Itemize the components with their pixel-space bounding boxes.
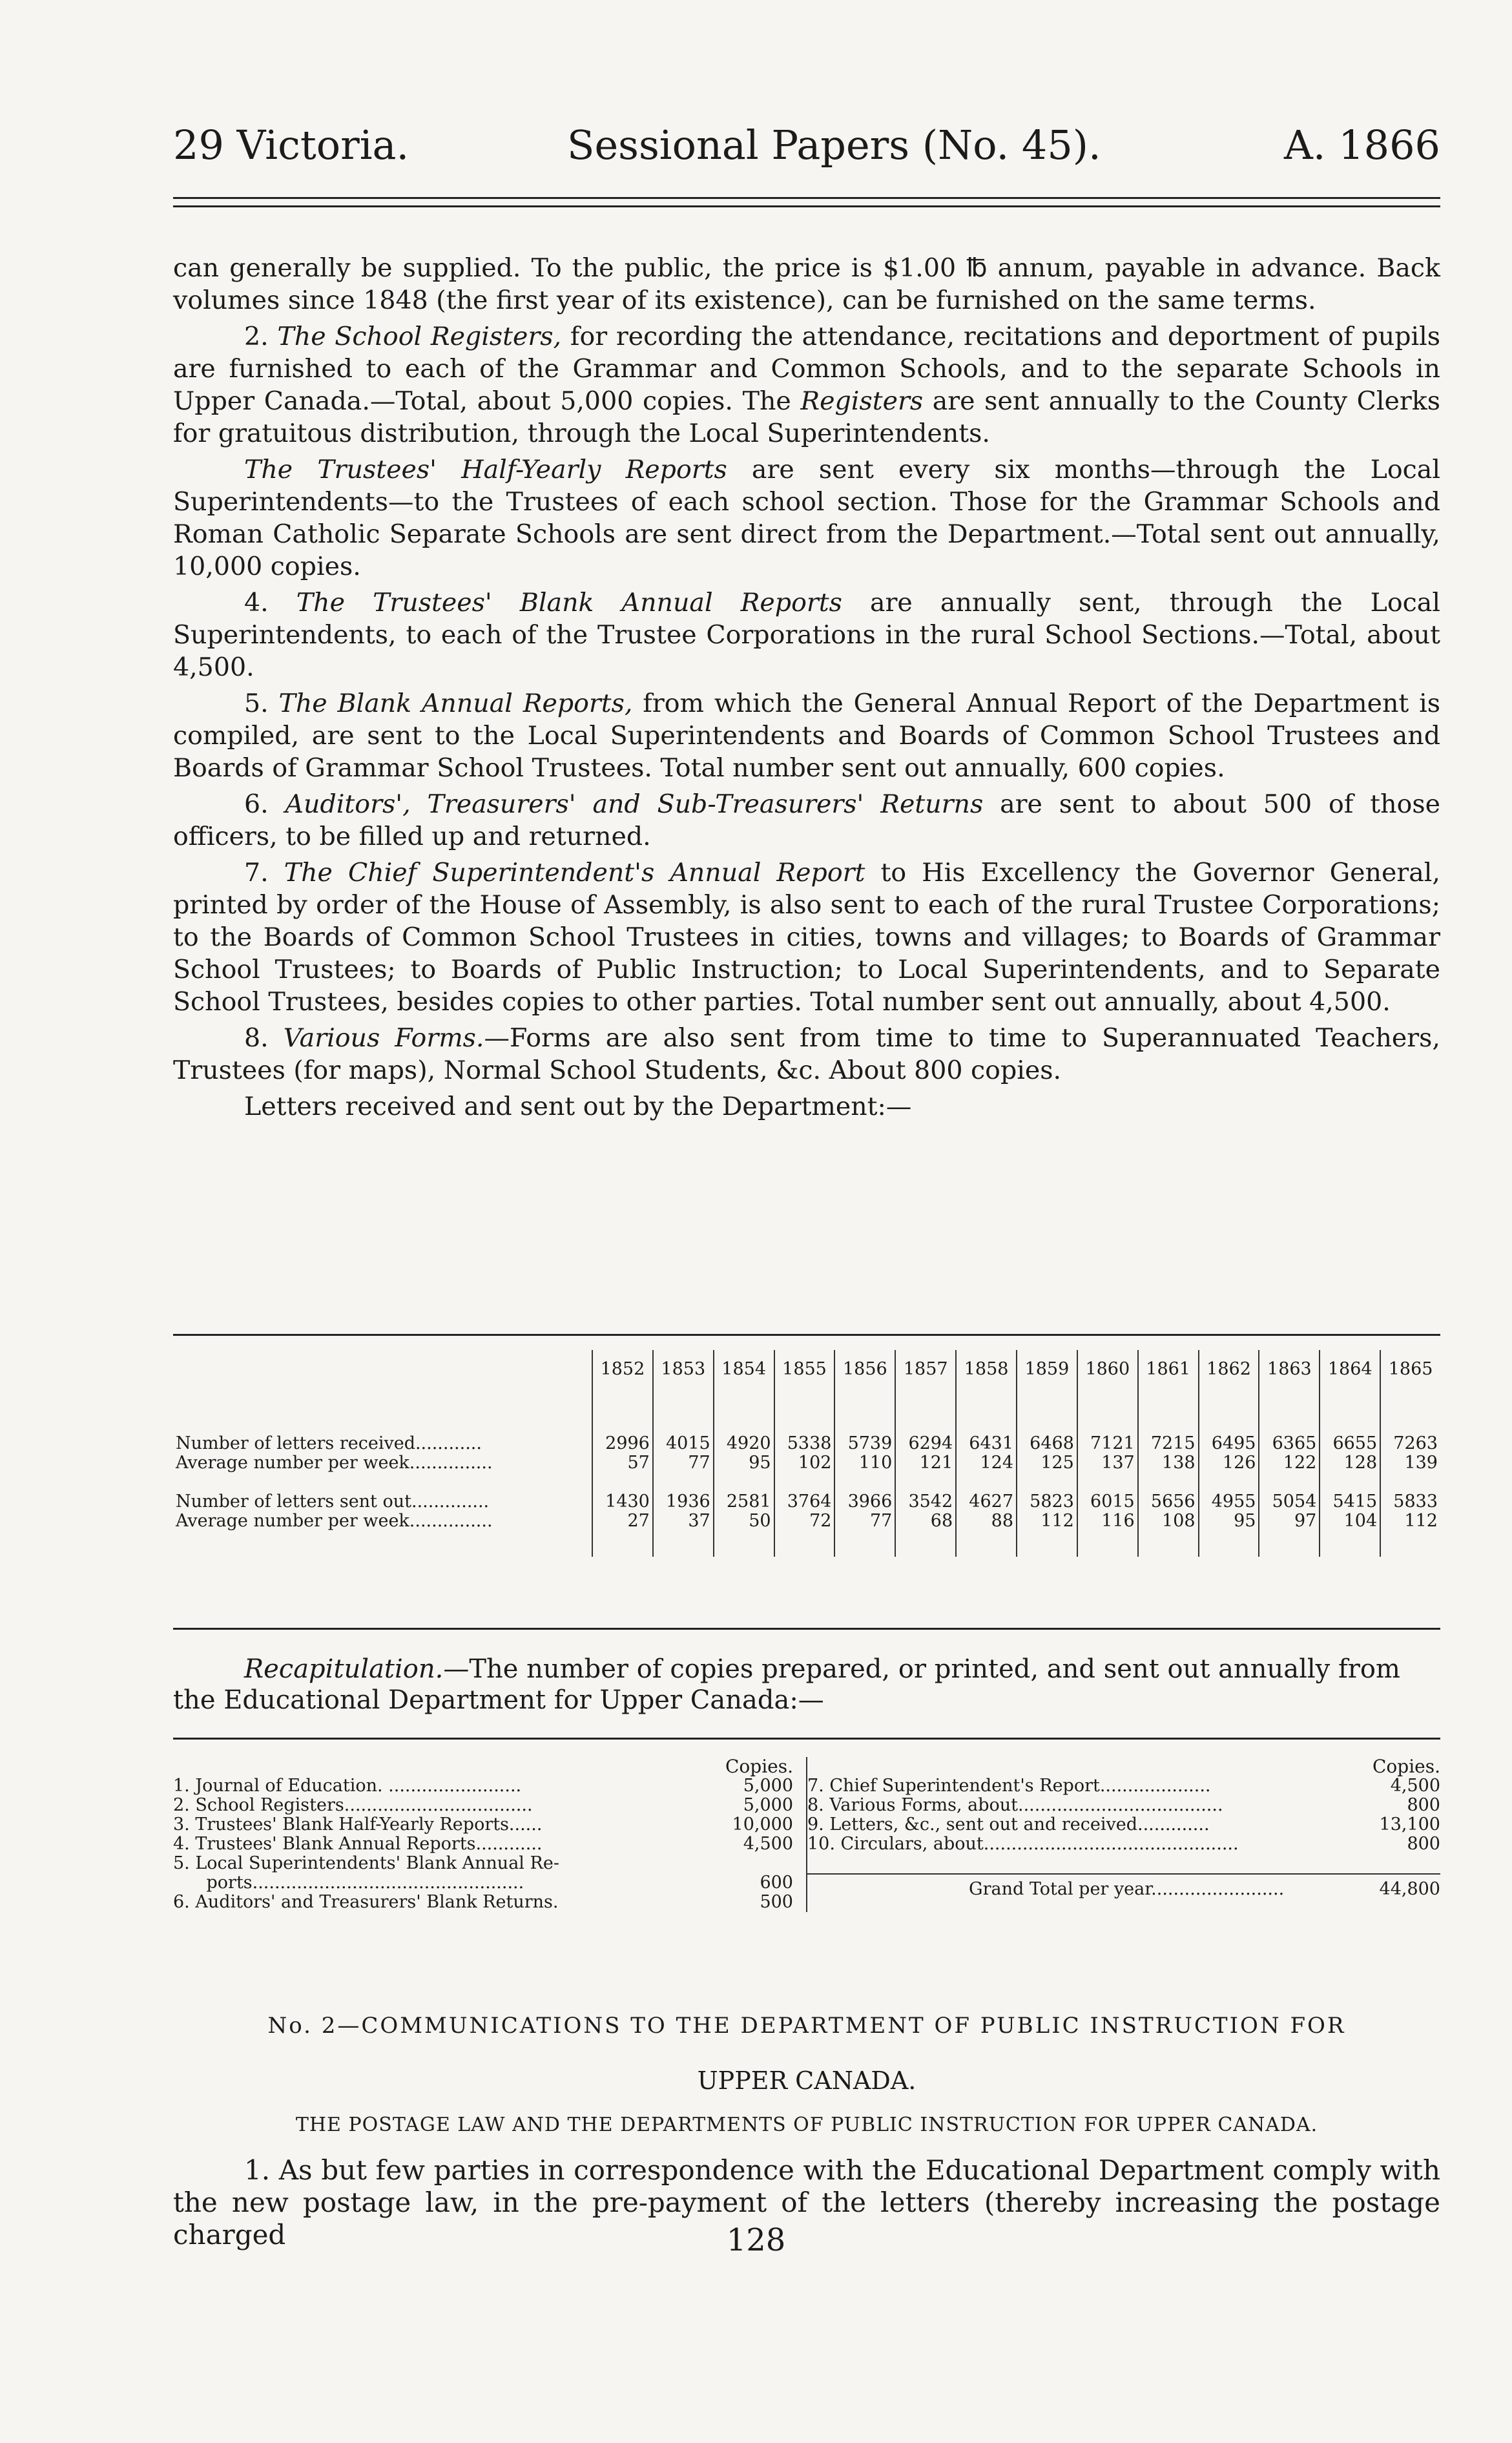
section-title-line2: UPPER CANADA. xyxy=(697,2066,917,2095)
item-value: 5,000 xyxy=(743,1776,793,1796)
table-row xyxy=(173,1453,1440,1473)
item-label: 9. Letters, &c., sent out and received............. xyxy=(807,1814,1210,1835)
table-cell: 37 xyxy=(653,1512,714,1531)
paragraph: 7. The Chief Superintendent's Annual Report to His Excellency the Governor General, printed by order of the House of Assembly, is also sent to each of the rural Trustee Corporations; to the Boards of Common School Trustees in cities, towns and villages; to Boards of Grammar School Trustees; to Boards of Public Instruction; to Local Superintendents, and to Separate School Trustees, besides copies to other parties. Total number sent out annually, about 4,500. xyxy=(173,858,1440,1017)
table-cell: 126 xyxy=(1199,1453,1259,1473)
table-cell: 121 xyxy=(895,1453,956,1473)
year-header: 1865 xyxy=(1380,1350,1440,1389)
item-label: 10. Circulars, about.............................................. xyxy=(807,1834,1239,1854)
table-cell: 5823 xyxy=(1017,1492,1077,1512)
list-item xyxy=(807,1796,1440,1815)
table-cell: 1430 xyxy=(592,1492,653,1512)
year-header: 1853 xyxy=(653,1350,714,1389)
year-header: 1852 xyxy=(592,1350,653,1389)
table-cell: 2996 xyxy=(592,1434,653,1453)
table-cell: 6294 xyxy=(895,1434,956,1453)
row-label: Number of letters sent out.............. xyxy=(176,1492,490,1512)
row-label: Number of letters received............ xyxy=(176,1433,482,1453)
section-title: No. 2—COMMUNICATIONS TO THE DEPARTMENT OF PUBLIC INSTRUCTION FOR xyxy=(267,2013,1346,2039)
row-label: Average number per week............... xyxy=(176,1511,493,1531)
table-cell: 108 xyxy=(1138,1512,1199,1531)
paragraph: 2. The School Registers, for recording the attendance, recitations and deportment of pupils are furnished to each of the Grammar and Common Schools, and to the separate Schools in Upper Canada.—Total, about 5,000 copies. The Registers are sent annually to the County Clerks for gratuitous distribution, through the Local Superintendents. xyxy=(173,322,1441,448)
item-value: 600 xyxy=(760,1873,793,1893)
table-cell: 104 xyxy=(1320,1512,1380,1531)
table-cell: 6655 xyxy=(1320,1434,1380,1453)
item-label: 7. Chief Superintendent's Report.................... xyxy=(807,1776,1211,1796)
table-cell: 57 xyxy=(592,1453,653,1473)
item-value: 4,500 xyxy=(1390,1776,1440,1796)
table-cell: 3542 xyxy=(895,1492,956,1512)
year-header: 1864 xyxy=(1320,1350,1380,1389)
table-cell: 3764 xyxy=(774,1492,835,1512)
table-cell: 6468 xyxy=(1017,1434,1077,1453)
table-cell: 97 xyxy=(1259,1512,1320,1531)
table-cell: 6365 xyxy=(1259,1434,1320,1453)
paragraph: 1. As but few parties in correspondence with the Educational Department comply with the new postage law, in the pre-payment of the letters (thereby increasing the postage charged xyxy=(173,2154,1440,2251)
running-header xyxy=(173,116,1440,174)
copies-header: Copies. xyxy=(725,1756,793,1777)
paragraph: 4. The Trustees' Blank Annual Reports are annually sent, through the Local Superintendents, to each of the Trustee Corporations in the rural School Sections.—Total, about 4,500. xyxy=(173,588,1440,682)
list-item xyxy=(807,1815,1440,1835)
item-label: 3. Trustees' Blank Half-Yearly Reports...... xyxy=(173,1814,543,1835)
row-label: Average number per week............... xyxy=(176,1453,493,1473)
item-value: 5,000 xyxy=(743,1795,793,1815)
table-cell: 2581 xyxy=(714,1492,774,1512)
year-header: 1860 xyxy=(1077,1350,1138,1389)
table-rule-bottom xyxy=(173,1628,1440,1630)
paragraph: 8. Various Forms.—Forms are also sent from time to time to Superannuated Teachers, Trustees (for maps), Normal School Students, &c. About 800 copies. xyxy=(173,1023,1440,1085)
table-cell: 116 xyxy=(1077,1512,1138,1531)
table-cell: 5739 xyxy=(834,1434,895,1453)
item-label: ports................................................. xyxy=(173,1873,524,1893)
item-label: 6. Auditors' and Treasurers' Blank Returns. xyxy=(173,1892,559,1912)
header-rule xyxy=(173,197,1440,199)
table-cell: 4955 xyxy=(1199,1492,1259,1512)
list-item xyxy=(807,1776,1440,1796)
year-header: 1858 xyxy=(956,1350,1017,1389)
table-cell: 27 xyxy=(592,1512,653,1531)
item-label: 4. Trustees' Blank Annual Reports............ xyxy=(173,1834,543,1854)
table-cell: 77 xyxy=(653,1453,714,1473)
table-cell: 102 xyxy=(774,1453,835,1473)
table-cell: 112 xyxy=(1017,1512,1077,1531)
table-cell: 6015 xyxy=(1077,1492,1138,1512)
year-header: 1856 xyxy=(834,1350,895,1389)
table-cell: 124 xyxy=(956,1453,1017,1473)
table-cell: 138 xyxy=(1138,1453,1199,1473)
body-text xyxy=(173,252,1440,1127)
item-label: 1. Journal of Education. ........................ xyxy=(173,1776,522,1796)
list-item xyxy=(173,1854,793,1873)
list-item xyxy=(173,1873,793,1893)
table-cell: 5415 xyxy=(1320,1492,1380,1512)
grand-total-row: Grand Total per year........................ 44,800 xyxy=(807,1873,1440,1899)
table-cell: 77 xyxy=(834,1512,895,1531)
year-header: 1854 xyxy=(714,1350,774,1389)
paragraph: The Trustees' Half-Yearly Reports are sent every six months—through the Local Superintendents—to the Trustees of each school section. Those for the Grammar Schools and Roman Catholic Separate Schools are sent direct from the Department.—Total sent out annually, 10,000 copies. xyxy=(173,455,1440,581)
year-header: 1861 xyxy=(1138,1350,1199,1389)
item-label: 2. School Registers.................................. xyxy=(173,1795,533,1815)
table-row xyxy=(173,1492,1440,1512)
header-session: 29 Victoria. xyxy=(173,121,409,169)
paragraph: 6. Auditors', Treasurers' and Sub-Treasurers' Returns are sent to about 500 of those officers, to be filled up and returned. xyxy=(173,789,1440,851)
table-cell: 88 xyxy=(956,1512,1017,1531)
table-header-row xyxy=(173,1350,1440,1389)
table-cell: 5054 xyxy=(1259,1492,1320,1512)
year-header: 1863 xyxy=(1259,1350,1320,1389)
item-value: 800 xyxy=(1407,1795,1440,1815)
recap-rule xyxy=(173,1738,1440,1740)
paragraph: 5. The Blank Annual Reports, from which the General Annual Report of the Department is compiled, are sent to the Local Superintendents and Boards of Common School Trustees and Boards of Grammar School Trustees. Total number sent out annually, 600 copies. xyxy=(173,689,1440,783)
table-cell: 122 xyxy=(1259,1453,1320,1473)
table-cell: 6495 xyxy=(1199,1434,1259,1453)
letters-table xyxy=(173,1350,1440,1557)
item-label: 5. Local Superintendents' Blank Annual Re- xyxy=(173,1853,559,1873)
table-cell: 7215 xyxy=(1138,1434,1199,1453)
paragraph: can generally be supplied. To the public, the price is $1.00 ℔ annum, payable in advance. Back volumes since 1848 (the first year of its existence), can be furnished on the same terms. xyxy=(173,253,1440,315)
list-item xyxy=(173,1815,793,1835)
table-cell: 72 xyxy=(774,1512,835,1531)
list-item xyxy=(173,1835,793,1854)
table-cell: 1936 xyxy=(653,1492,714,1512)
year-header: 1859 xyxy=(1017,1350,1077,1389)
header-title: Sessional Papers (No. 45). xyxy=(567,121,1101,169)
table-cell: 95 xyxy=(714,1453,774,1473)
page-number: 128 xyxy=(726,2222,786,2258)
section-subtitle: THE POSTAGE LAW AND THE DEPARTMENTS OF PUBLIC INSTRUCTION FOR UPPER CANADA. xyxy=(295,2114,1318,2136)
table-cell: 112 xyxy=(1380,1512,1440,1531)
list-item xyxy=(173,1776,793,1796)
list-item xyxy=(173,1893,793,1912)
table-cell: 5338 xyxy=(774,1434,835,1453)
table-cell: 50 xyxy=(714,1512,774,1531)
table-rule-top xyxy=(173,1334,1440,1336)
list-item xyxy=(173,1796,793,1815)
table-cell: 137 xyxy=(1077,1453,1138,1473)
table-cell: 95 xyxy=(1199,1512,1259,1531)
item-value: 500 xyxy=(760,1892,793,1912)
copies-list-right xyxy=(807,1757,1440,1899)
table-cell: 3966 xyxy=(834,1492,895,1512)
item-value: 10,000 xyxy=(732,1814,793,1835)
table-cell: 139 xyxy=(1380,1453,1440,1473)
table-cell: 6431 xyxy=(956,1434,1017,1453)
table-cell: 128 xyxy=(1320,1453,1380,1473)
recapitulation-heading: Recapitulation.—The number of copies prepared, or printed, and sent out annually from the Educational Department for Upper Canada:— xyxy=(173,1654,1400,1715)
table-cell: 125 xyxy=(1017,1453,1077,1473)
item-value: 13,100 xyxy=(1379,1814,1440,1835)
table-cell: 68 xyxy=(895,1512,956,1531)
table-cell: 4920 xyxy=(714,1434,774,1453)
copies-header: Copies. xyxy=(1372,1756,1440,1777)
table-cell: 7263 xyxy=(1380,1434,1440,1453)
table-cell: 5833 xyxy=(1380,1492,1440,1512)
item-label: 8. Various Forms, about..................................... xyxy=(807,1795,1223,1815)
table-cell: 4015 xyxy=(653,1434,714,1453)
year-header: 1855 xyxy=(774,1350,835,1389)
copies-list-left xyxy=(173,1757,807,1912)
table-row xyxy=(173,1512,1440,1531)
item-value: 800 xyxy=(1407,1834,1440,1854)
table-cell: 110 xyxy=(834,1453,895,1473)
table-cell: 4627 xyxy=(956,1492,1017,1512)
table-row xyxy=(173,1434,1440,1453)
table-cell: 7121 xyxy=(1077,1434,1138,1453)
item-value: 4,500 xyxy=(743,1834,793,1854)
year-header: 1862 xyxy=(1199,1350,1259,1389)
paragraph: Letters received and sent out by the Department:— xyxy=(244,1092,912,1121)
table-cell: 5656 xyxy=(1138,1492,1199,1512)
header-year: A. 1866 xyxy=(1284,121,1440,169)
list-item xyxy=(807,1835,1440,1854)
header-rule-2 xyxy=(173,205,1440,207)
year-header: 1857 xyxy=(895,1350,956,1389)
